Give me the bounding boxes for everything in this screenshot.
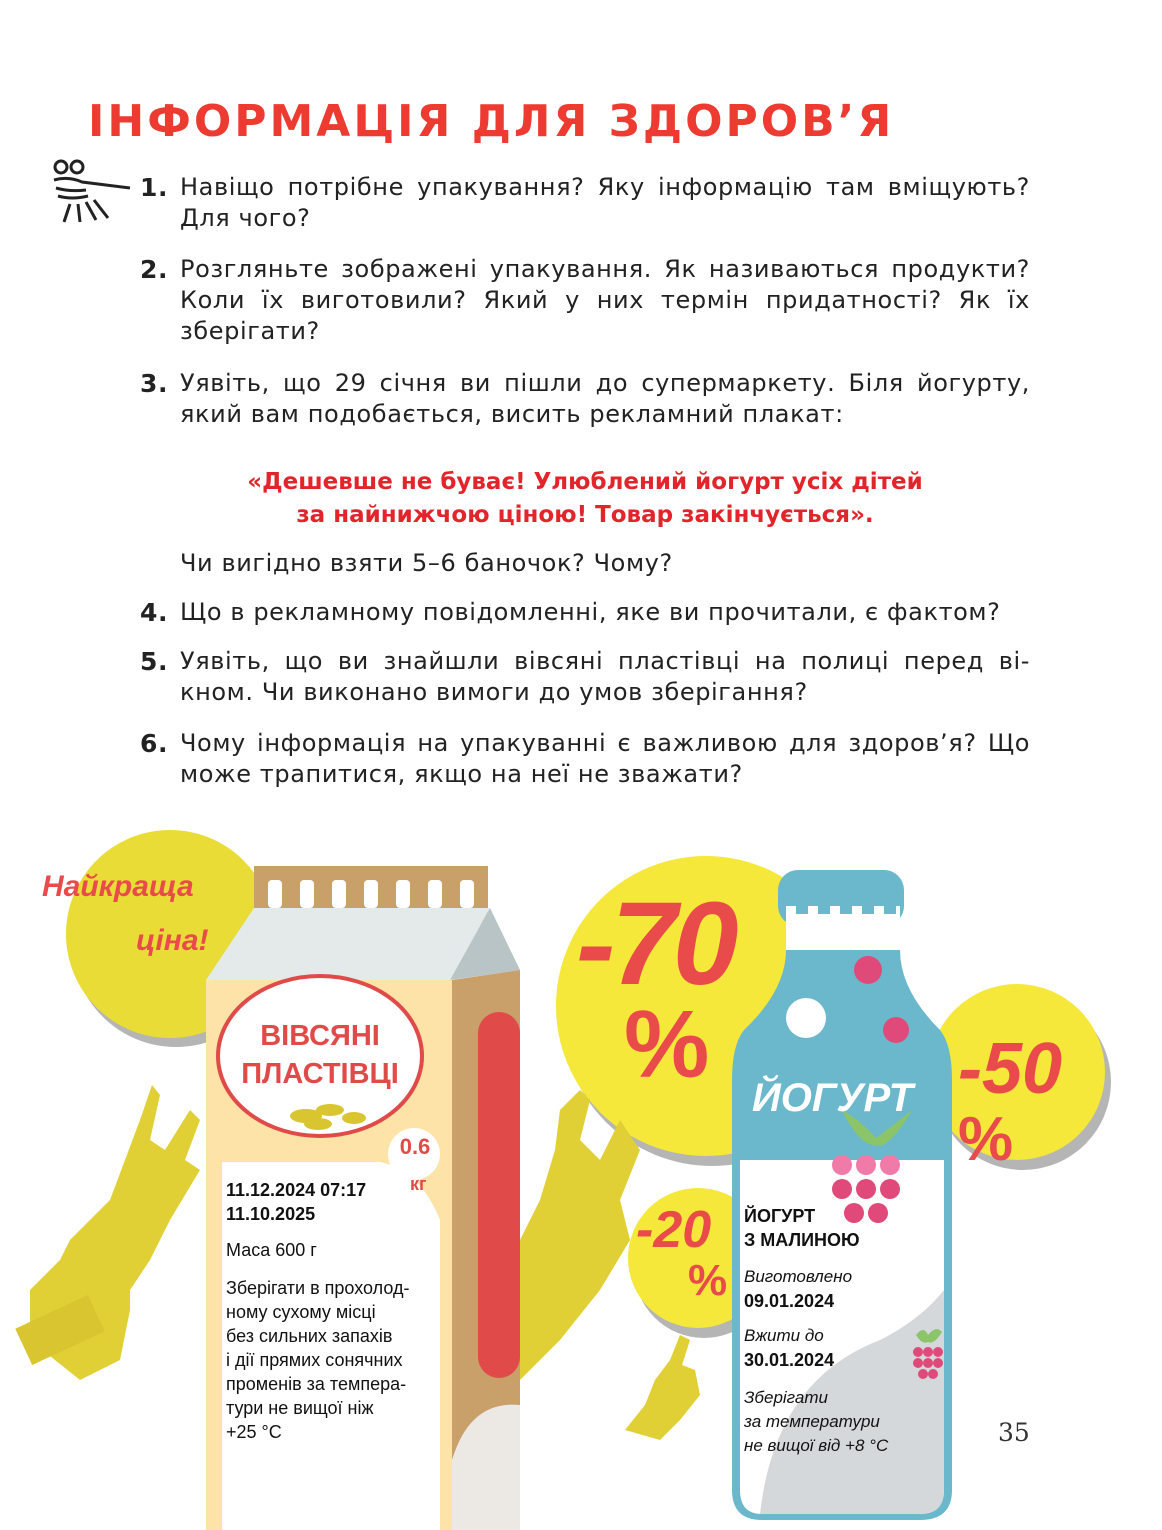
oats-storage-text: Зберігати в прохолод- ному сухому місці без сильних запахів і дії прямих сонячних променів за темпера- тури не вищої ніж +25 °C — [226, 1278, 410, 1442]
question-2: 2. Розгляньте зображені упакування. Як називаються продукти? Коли їх виготовили? Який у них термін придатності? Як їх зберігати? — [140, 255, 1030, 345]
oats-expiry-date: 11.10.2025 — [226, 1204, 316, 1224]
yogurt-name-line-2: З МАЛИНОЮ — [744, 1230, 860, 1250]
yogurt-use-date: 30.01.2024 — [744, 1350, 835, 1370]
oats-weight-value: 0.6 — [399, 1134, 431, 1159]
question-5: 5. Уявіть, що ви знайшли вівсяні пластівці на полиці перед ві-кном. Чи виконано вимоги до умов зберігання? — [140, 647, 1030, 706]
yogurt-brand: ЙОГУРТ — [752, 1076, 914, 1120]
discount-70-percent: % — [624, 991, 710, 1098]
discount-70-value: -70 — [576, 878, 735, 1010]
discount-20-percent: % — [688, 1256, 728, 1305]
page-title: ІНФОРМАЦІЯ ДЛЯ ЗДОРОВ’Я — [88, 96, 895, 147]
question-1: 1. Навіщо потрібне упакування? Яку інформацію там вміщують? Для чого? — [140, 173, 1030, 232]
question-4: 4. Що в рекламному повідомленні, яке ви прочитали, є фактом? — [140, 598, 1001, 627]
page-number: 35 — [998, 1418, 1030, 1447]
pointing-hand-small — [625, 1335, 700, 1440]
yogurt-name-line-1: ЙОГУРТ — [744, 1206, 816, 1226]
oats-name-line-2: ПЛАСТІВЦІ — [241, 1058, 399, 1090]
question-3: 3. Уявіть, що 29 січня ви пішли до супермаркету. Біля йогурту, який вам подобається, висить рекламний плакат: — [140, 369, 1030, 428]
ad-quote-line-2: за найнижчою ціною! Товар закінчується». — [296, 502, 874, 528]
question-3-followup: Чи вигідно взяти 5–6 баночок? Чому? — [180, 549, 673, 577]
oats-name-line-1: ВІВСЯНІ — [260, 1020, 380, 1052]
yogurt-storage-text: Зберігати за температури не вищої від +8 °C — [744, 1388, 889, 1455]
pointing-hand-left — [15, 1085, 200, 1380]
yogurt-use-label: Вжити до — [744, 1326, 824, 1345]
oats-produced-date: 11.12.2024 07:17 — [226, 1180, 367, 1200]
discount-20-value: -20 — [636, 1201, 712, 1259]
yogurt-made-label: Виготовлено — [744, 1267, 853, 1286]
discount-50-percent: % — [958, 1105, 1014, 1174]
ad-quote-line-1: «Дешевше не буває! Улюблений йогурт усіх дітей — [247, 469, 923, 495]
oats-weight-unit: кг — [410, 1174, 427, 1194]
best-price-line-2: ціна! — [136, 924, 209, 957]
oats-mass: Маса 600 г — [226, 1240, 317, 1260]
discount-50-value: -50 — [958, 1029, 1063, 1109]
question-6: 6. Чому інформація на упакуванні є важливою для здоров’я? Що може трапитися, якщо на неї не зважати? — [140, 729, 1030, 788]
best-price-line-1: Найкраща — [42, 870, 194, 903]
people-pulling-rope-icon — [50, 158, 132, 228]
yogurt-made-date: 09.01.2024 — [744, 1291, 835, 1311]
